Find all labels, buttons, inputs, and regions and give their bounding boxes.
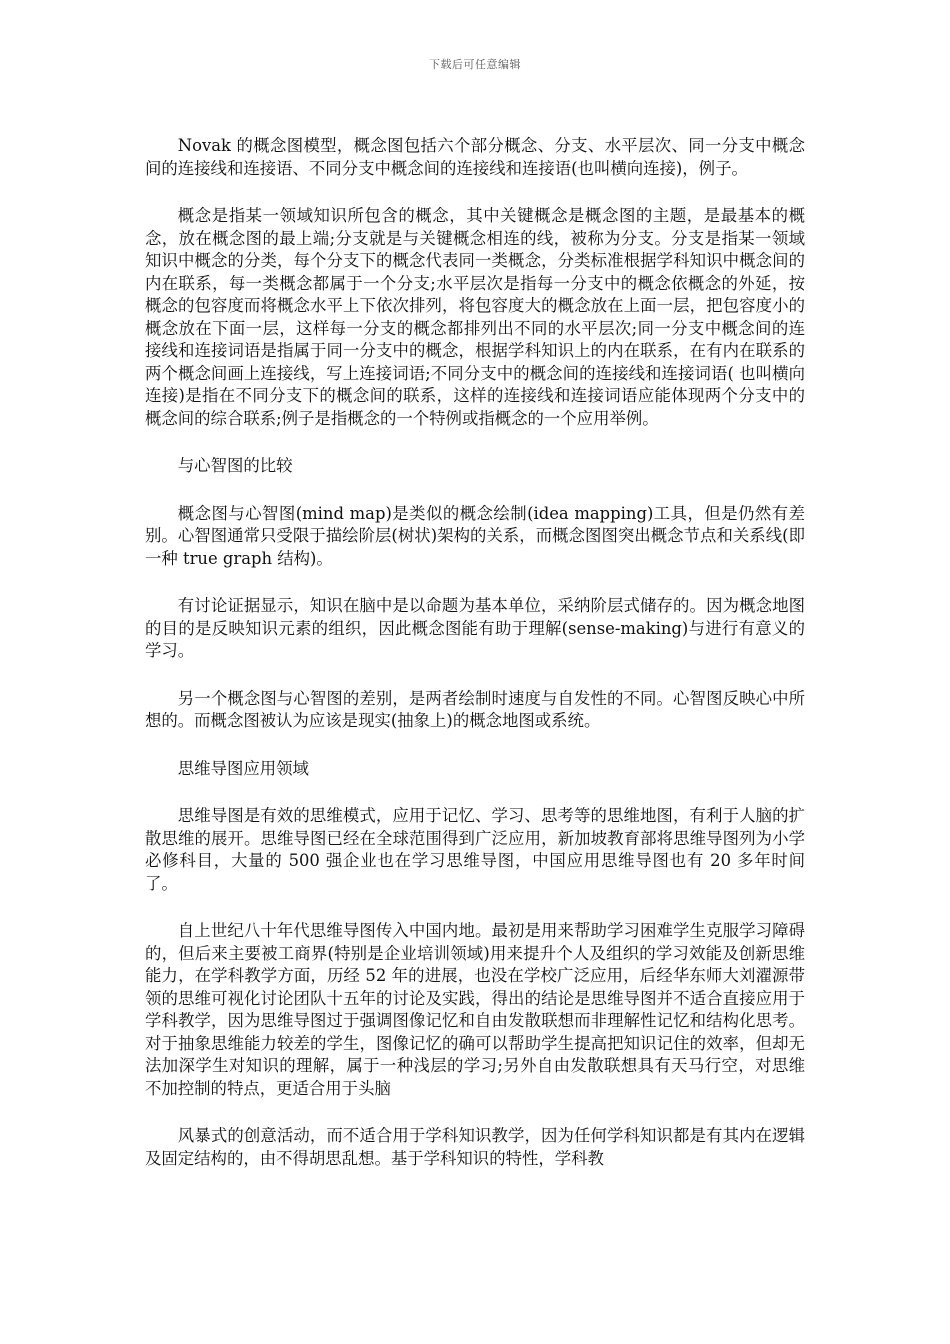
paragraph-concept-definition: 概念是指某一领域知识所包含的概念，其中关键概念是概念图的主题，是最基本的概念，放在概念图的最上端;分支就是与关键概念相连的线，被称为分支。分支是指某一领域知识中概念的分类，每个分支下的概念代表同一类概念，分类标准根据学科知识中概念间的内在联系，每一类概念都属于一个分支;水平层次是指每一分支中的概念依概念的外延，按概念的包容度而将概念水平上下依次排列，将包容度大的概念放在上面一层，把包容度小的概念放在下面一层，这样每一分支的概念都排列出不同的水平层次;同一分支中概念间的连接线和连接词语是指属于同一分支中的概念，根据学科知识上的内在联系，在有内在联系的两个概念间画上连接线，写上连接词语;不同分支中的概念间的连接线和连接词语( 也叫横向连接)是指在不同分支下的概念间的联系，这样的连接线和连接词语应能体现两个分支中的概念间的综合联系;例子是指概念的一个特例或指概念的一个应用举例。: [145, 206, 805, 428]
section-heading-applications: 思维导图应用领域: [177, 758, 309, 778]
paragraph-mind-map-difference: 概念图与心智图(mind map)是类似的概念绘制(idea mapping)工具，但是仍然有差别。心智图通常只受限于描绘阶层(树状)架构的关系，而概念图图突出概念节点和关系线(即一种 true graph 结构)。: [145, 503, 805, 568]
paragraph-mind-map-usage: 思维导图是有效的思维模式，应用于记忆、学习、思考等的思维地图，有利于人脑的扩散思维的展开。思维导图已经在全球范围得到广泛应用，新加坡教育部将思维导图列为小学必修科目，大量的 500 强企业也在学习思维导图，中国应用思维导图也有 20 多年时间了。: [145, 806, 805, 893]
paragraph-speed-difference: 另一个概念图与心智图的差别，是两者绘制时速度与自发性的不同。心智图反映心中所想的。而概念图被认为应该是现实(抽象上)的概念地图或系统。: [145, 688, 805, 730]
document-body: [145, 135, 805, 1195]
section-heading-comparison: 与心智图的比较: [177, 456, 293, 475]
paragraph-knowledge-storage: 有讨论证据显示，知识在脑中是以命题为基本单位，采纳阶层式储存的。因为概念地图的目的是反映知识元素的组织，因此概念图能有助于理解(sense-making)与进行有意义的学习。: [145, 596, 805, 660]
page-header-note: 下载后可任意编辑: [429, 58, 521, 71]
paragraph-novak-model: Novak 的概念图模型，概念图包括六个部分概念、分支、水平层次、同一分支中概念间的连接线和连接语、不同分支中概念间的连接线和连接语(也叫横向连接)，例子。: [145, 136, 805, 178]
paragraph-china-history: 自上世纪八十年代思维导图传入中国内地。最初是用来帮助学习困难学生克服学习障碍的，但后来主要被工商界(特别是企业培训领域)用来提升个人及组织的学习效能及创新思维能力，在学科教学方面，历经 52 年的进展，也没在学校广泛应用，后经华东师大刘濯源带领的思维可视化讨论团队十五年的讨论及实践，得出的结论是思维导图并不适合直接应用于学科教学，因为思维导图过于强调图像记忆和自由发散联想而非理解性记忆和结构化思考。对于抽象思维能力较差的学生，图像记忆的确可以帮助学生提高把知识记住的效率，但却无法加深学生对知识的理解，属于一种浅层的学习;另外自由发散联想具有天马行空，对思维不加控制的特点，更适合用于头脑: [145, 921, 805, 1098]
paragraph-brainstorm: 风暴式的创意活动，而不适合用于学科知识教学，因为任何学科知识都是有其内在逻辑及固定结构的，由不得胡思乱想。基于学科知识的特性，学科教: [145, 1126, 805, 1168]
